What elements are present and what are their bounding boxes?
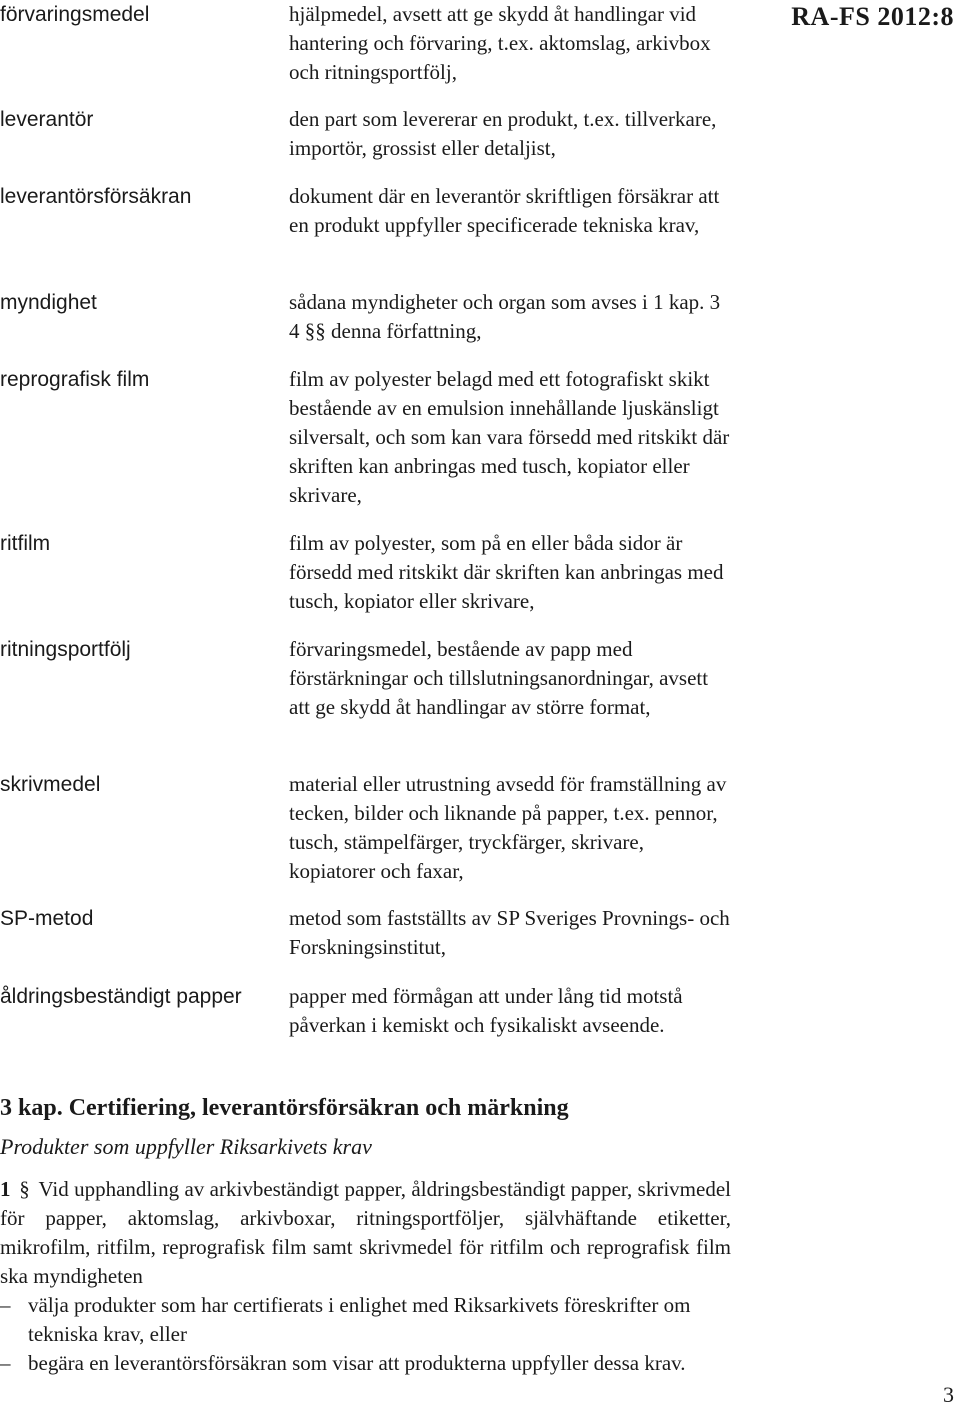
definition-text: film av polyester, som på en eller båda sidor är försedd med ritskikt där skriften kan anbringas med tusch, kopiator eller skrivare, [289,531,724,613]
definition-text: metod som fastställts av SP Sveriges Provnings- och Forskningsinstitut, [289,906,730,959]
paragraph-1 [0,1175,731,1291]
definition-text: sådana myndigheter och organ som avses i 1 kap. 3 4 §§ denna författning, [289,290,721,343]
definition-term: förvaringsmedel [0,3,150,26]
definition-term: åldringsbeständigt papper [0,985,242,1008]
paragraph-number: 1 [0,1177,11,1201]
list-dash: – [0,1293,11,1317]
definition-text: dokument där en leverantör skriftligen försäkrar att en produkt uppfyller specificerade tekniska krav, [289,184,720,237]
list-dash: – [0,1351,11,1375]
requirement-list [0,1291,731,1378]
section-symbol: § [19,1177,30,1201]
definition-term: reprografisk film [0,368,150,391]
definition-text: material eller utrustning avsedd för framställning av tecken, bilder och liknande på papper, t.ex. pennor, tusch, stämpelfärger, tryckfärger, skrivare, kopiatorer och faxar, [289,772,727,883]
definition-text: film av polyester belagd med ett fotografiskt skikt bestående av en emulsion innehållande ljuskänsligt silversalt, och som kan vara försedd med ritskikt där skriften kan anbringas med tusch, kopiator eller skrivare, [289,367,730,507]
chapter-heading: 3 kap. Certifiering, leverantörsförsäkran och märkning [0,1095,569,1121]
definition-term: ritfilm [0,532,51,555]
definition-term: SP-metod [0,907,94,930]
document-code: RA-FS 2012:8 [791,2,954,31]
definition-term: leverantörsförsäkran [0,185,192,208]
definition-text: hjälpmedel, avsett att ge skydd åt handlingar vid hantering och förvaring, t.ex. aktomslag, arkivbox och ritningsportfölj, [289,2,711,84]
definition-text: den part som levererar en produkt, t.ex. tillverkare, importör, grossist eller detaljist, [289,107,717,160]
section-heading: Produkter som uppfyller Riksarkivets krav [0,1134,372,1159]
page-number: 3 [943,1382,954,1407]
definition-term: skrivmedel [0,773,101,796]
list-item-text: välja produkter som har certifierats i enlighet med Riksarkivets föreskrifter om tekniska krav, eller [28,1293,691,1346]
definition-term: myndighet [0,291,97,314]
definition-term: ritningsportfölj [0,638,131,661]
list-item [0,1291,731,1349]
paragraph-text: Vid upphandling av arkivbeständigt papper, åldringsbeständigt papper, skrivmedel för papper, aktomslag, arkivboxar, ritningsportföljer, självhäftande etiketter, mikrofilm, ritfilm, reprografisk film samt skrivmedel för ritfilm och reprografisk film ska myndigheten [0,1177,731,1288]
list-item-text: begära en leverantörsförsäkran som visar att produkterna uppfyller dessa krav. [28,1351,686,1375]
definition-text: förvaringsmedel, bestående av papp med förstärkningar och tillslutningsanordningar, avsett att ge skydd åt handlingar av större format, [289,637,709,719]
definition-term: leverantör [0,108,94,131]
list-item [0,1349,731,1378]
definition-text: papper med förmågan att under lång tid motstå påverkan i kemiskt och fysikaliskt avseende. [289,984,683,1037]
